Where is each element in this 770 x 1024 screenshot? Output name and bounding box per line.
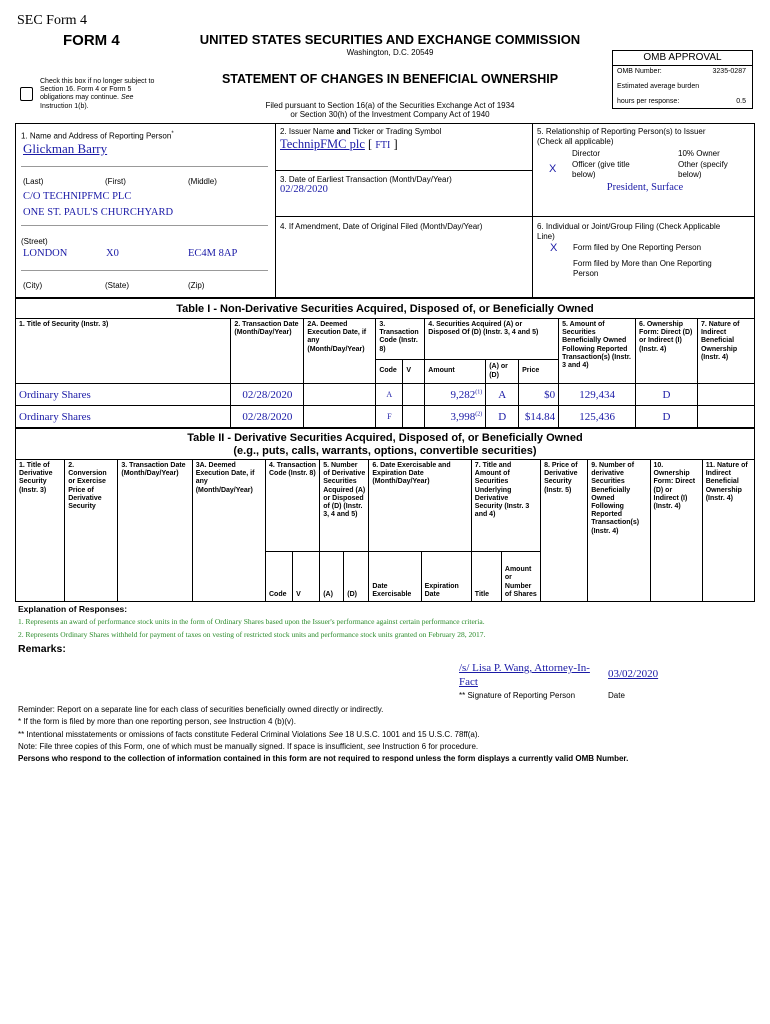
t1-row1-title: Ordinary Shares bbox=[16, 384, 231, 406]
individual-mark: X bbox=[550, 242, 558, 254]
sec-form-label: SEC Form 4 bbox=[17, 13, 88, 28]
statement-title: STATEMENT OF CHANGES IN BENEFICIAL OWNERSHIP bbox=[221, 72, 559, 86]
t1-row2-date: 02/28/2020 bbox=[231, 406, 304, 428]
t2-header-exercisable: 6. Date Exercisable and Expiration Date (Month/Day/Year) bbox=[369, 460, 471, 552]
officer-mark: X bbox=[549, 163, 557, 175]
t2-header-conversion: 2. Conversion or Exercise Price of Derivative Security bbox=[65, 460, 118, 602]
earliest-transaction-date: 02/28/2020 bbox=[280, 184, 328, 195]
reporting-person-name[interactable]: Glickman Barry bbox=[23, 141, 108, 156]
t2-header-form: 10. Ownership Form: Direct (D) or Indirect (I) (Instr. 4) bbox=[650, 460, 702, 602]
t2-header-price: 8. Price of Derivative Security (Instr. 5) bbox=[541, 460, 588, 602]
t1-header-securities: 4. Securities Acquired (A) or Disposed Of (D) (Instr. 3, 4 and 5) bbox=[425, 319, 559, 360]
t2-header-code: 4. Transaction Code (Instr. 8) bbox=[265, 460, 319, 552]
table-row bbox=[16, 384, 755, 406]
t1-row2-code: F bbox=[376, 406, 403, 428]
zip-label: (Zip) bbox=[188, 281, 205, 290]
t1-header-deemed: 2A. Deemed Execution Date, if any (Month/Day/Year) bbox=[304, 319, 376, 384]
commission-title: UNITED STATES SECURITIES AND EXCHANGE COMMISSION bbox=[199, 32, 581, 47]
t1-header-owned: 5. Amount of Securities Beneficially Owned Following Reported Transaction(s) (Instr. 3 and 4) bbox=[559, 319, 636, 384]
table2 bbox=[15, 459, 755, 602]
table2-title: Table II - Derivative Securities Acquired, Disposed of, or Beneficially Owned (e.g., puts, calls, warrants, options, convertible securities) bbox=[15, 428, 755, 460]
t1-header-nature: 7. Nature of Indirect Beneficial Ownership (Instr. 4) bbox=[697, 319, 754, 384]
t1-header-form: 6. Ownership Form: Direct (D) or Indirect (I) (Instr. 4) bbox=[636, 319, 698, 384]
omb-number-label: OMB Number: bbox=[617, 68, 662, 75]
omb-approval-box bbox=[612, 50, 753, 109]
t1-row1-ad: A bbox=[486, 384, 519, 406]
box2-label: 2. Issuer Name and Ticker or Trading Symbol bbox=[280, 127, 442, 136]
state-label: (State) bbox=[105, 281, 130, 290]
commission-location: Washington, D.C. 20549 bbox=[346, 48, 434, 57]
officer-title: President, Surface bbox=[606, 182, 684, 193]
t1-row2-deemed bbox=[304, 406, 376, 428]
t1-row1-amount: 9,282$^{(1)}$ bbox=[425, 384, 486, 406]
box1-label: 1. Name and Address of Reporting Person* bbox=[21, 131, 174, 141]
omb-hours-label: hours per response: bbox=[617, 98, 680, 105]
t2-sub-amount: Amount or Number of Shares bbox=[501, 552, 540, 602]
t1-row2-price: $14.84 bbox=[519, 406, 559, 428]
form-title: FORM 4 bbox=[63, 32, 120, 49]
zip-value: EC4M 8AP bbox=[188, 248, 238, 259]
t1-row1-owned: 129,434 bbox=[559, 384, 636, 406]
last-label: (Last) bbox=[23, 177, 44, 186]
one-person-label: Form filed by One Reporting Person bbox=[573, 243, 702, 252]
t2-header-nature: 11. Nature of Indirect Beneficial Ownership (Instr. 4) bbox=[702, 460, 754, 602]
filed-pursuant: Filed pursuant to Section 16(a) of the Securities Exchange Act of 1934 or Section 30(h) of the Investment Company Act of 1940 bbox=[265, 101, 515, 119]
omb-title: OMB APPROVAL bbox=[613, 51, 752, 66]
city-value: LONDON bbox=[23, 248, 68, 259]
t1-header-title: 1. Title of Security (Instr. 3) bbox=[16, 319, 231, 384]
t1-sub-amount: Amount bbox=[425, 360, 486, 384]
date-label: Date bbox=[608, 691, 625, 700]
t2-sub-exercisable: Date Exercisable bbox=[369, 552, 421, 602]
t2-header-deemed: 3A. Deemed Execution Date, if any (Month/Day/Year) bbox=[192, 460, 265, 602]
t2-sub-v: V bbox=[293, 552, 320, 602]
t1-sub-price: Price bbox=[519, 360, 559, 384]
t1-header-code: 3. Transaction Code (Instr. 8) bbox=[376, 319, 425, 360]
t2-sub-d: (D) bbox=[344, 552, 369, 602]
first-label: (First) bbox=[105, 177, 126, 186]
omb-number-value: 3235-0287 bbox=[712, 68, 746, 75]
ticker-symbol: FTI bbox=[375, 140, 391, 151]
issuer-name-link[interactable]: TechnipFMC plc bbox=[280, 137, 365, 151]
t1-row2-nature bbox=[697, 406, 754, 428]
box3-label: 3. Date of Earliest Transaction (Month/Day/Year) bbox=[280, 175, 452, 184]
t1-row2-ad: D bbox=[486, 406, 519, 428]
t2-sub-title: Title bbox=[471, 552, 501, 602]
other-label: Other (specify below) bbox=[678, 160, 728, 179]
remarks-heading: Remarks: bbox=[18, 643, 66, 655]
t1-row1-v bbox=[403, 384, 425, 406]
t1-row1-date: 02/28/2020 bbox=[231, 384, 304, 406]
owner10-label: 10% Owner bbox=[678, 149, 720, 158]
t1-sub-v: V bbox=[403, 360, 425, 384]
officer-label: Officer (give title below) bbox=[572, 160, 630, 179]
t1-row1-price: $0 bbox=[519, 384, 559, 406]
t2-header-title: 1. Title of Derivative Security (Instr. 3) bbox=[16, 460, 65, 602]
state-value: X0 bbox=[106, 248, 119, 259]
t1-sub-ad: (A) or (D) bbox=[486, 360, 519, 384]
t1-row1-nature bbox=[697, 384, 754, 406]
street-label: (Street) bbox=[21, 237, 48, 246]
table-row bbox=[16, 406, 755, 428]
t2-sub-code: Code bbox=[265, 552, 292, 602]
t2-header-date: 3. Transaction Date (Month/Day/Year) bbox=[118, 460, 192, 602]
checkbox-instructions: Check this box if no longer subject to Section 16. Form 4 or Form 5 obligations may continue. See Instruction 1(b). bbox=[40, 78, 155, 110]
t1-sub-code: Code bbox=[376, 360, 403, 384]
explanation-heading: Explanation of Responses: bbox=[18, 604, 128, 614]
footnote-2: 2. Represents Ordinary Shares withheld for payment of taxes on vesting of restricted stock units and performance stock units granted on February 28, 2017. bbox=[18, 630, 486, 639]
t1-row2-amount: 3,998$^{(2)}$ bbox=[425, 406, 486, 428]
table1-title: Table I - Non-Derivative Securities Acquired, Disposed of, or Beneficially Owned bbox=[15, 298, 755, 319]
t2-sub-a: (A) bbox=[320, 552, 344, 602]
omb-hours-value: 0.5 bbox=[736, 98, 746, 105]
t1-row2-form: D bbox=[636, 406, 698, 428]
box5-label: 5. Relationship of Reporting Person(s) to Issuer (Check all applicable) bbox=[537, 127, 706, 146]
signature-link[interactable]: /s/ Lisa P. Wang, Attorney-In- Fact bbox=[459, 662, 590, 688]
address-line2: ONE ST. PAUL'S CHURCHYARD bbox=[23, 207, 174, 218]
signature-date: 03/02/2020 bbox=[608, 668, 659, 680]
t1-row2-v bbox=[403, 406, 425, 428]
t1-header-date: 2. Transaction Date (Month/Day/Year) bbox=[231, 319, 304, 384]
footnote-1: 1. Represents an award of performance stock units in the form of Ordinary Shares based upon the Issuer's performance against certain performance criteria. bbox=[18, 617, 485, 626]
table1 bbox=[15, 318, 755, 428]
more-persons-label: Form filed by More than One Reporting Person bbox=[573, 259, 712, 278]
t2-header-number: 5. Number of Derivative Securities Acquired (A) or Disposed of (D) (Instr. 3, 4 and 5) bbox=[320, 460, 369, 552]
t1-row1-form: D bbox=[636, 384, 698, 406]
signature-label: ** Signature of Reporting Person bbox=[459, 691, 576, 700]
t1-row2-owned: 125,436 bbox=[559, 406, 636, 428]
middle-label: (Middle) bbox=[188, 177, 217, 186]
issuer-line: TechnipFMC plc [ FTI ] bbox=[280, 137, 398, 151]
t1-row2-title: Ordinary Shares bbox=[16, 406, 231, 428]
t2-header-underlying: 7. Title and Amount of Securities Underlying Derivative Security (Instr. 3 and 4) bbox=[471, 460, 540, 552]
city-label: (City) bbox=[23, 281, 43, 290]
box6-label: 6. Individual or Joint/Group Filing (Check Applicable Line) bbox=[537, 222, 721, 241]
t2-sub-expiration: Expiration Date bbox=[421, 552, 471, 602]
omb-burden-label: Estimated average burden bbox=[617, 83, 700, 90]
director-label: Director bbox=[572, 149, 601, 158]
t2-header-owned: 9. Number of derivative Securities Beneficially Owned Following Reported Transaction(s) (Instr. 4) bbox=[588, 460, 650, 602]
t1-row1-deemed bbox=[304, 384, 376, 406]
box4-label: 4. If Amendment, Date of Original Filed (Month/Day/Year) bbox=[280, 222, 483, 231]
footer-notes: Reminder: Report on a separate line for each class of securities beneficially owned directly or indirectly. * If the form is filed by more than one reporting person, see Instruction 4 (b)(v). ** Intentional misstatements or omissions of facts constitute Federal Criminal Violations See 18 U.S.C. 1001 and 15 U.S.C. 78ff(a). Note: File three copies of this Form, one of which must be manually signed. If space is insufficient, see Instruction 6 for procedure. Persons who respond to the collection of information contained in this form are not required to respond unless the form displays a currently valid OMB Number. bbox=[18, 705, 629, 764]
t1-row1-code: A bbox=[376, 384, 403, 406]
address-line1: C/O TECHNIPFMC PLC bbox=[23, 191, 132, 202]
section16-checkbox[interactable] bbox=[20, 87, 33, 101]
